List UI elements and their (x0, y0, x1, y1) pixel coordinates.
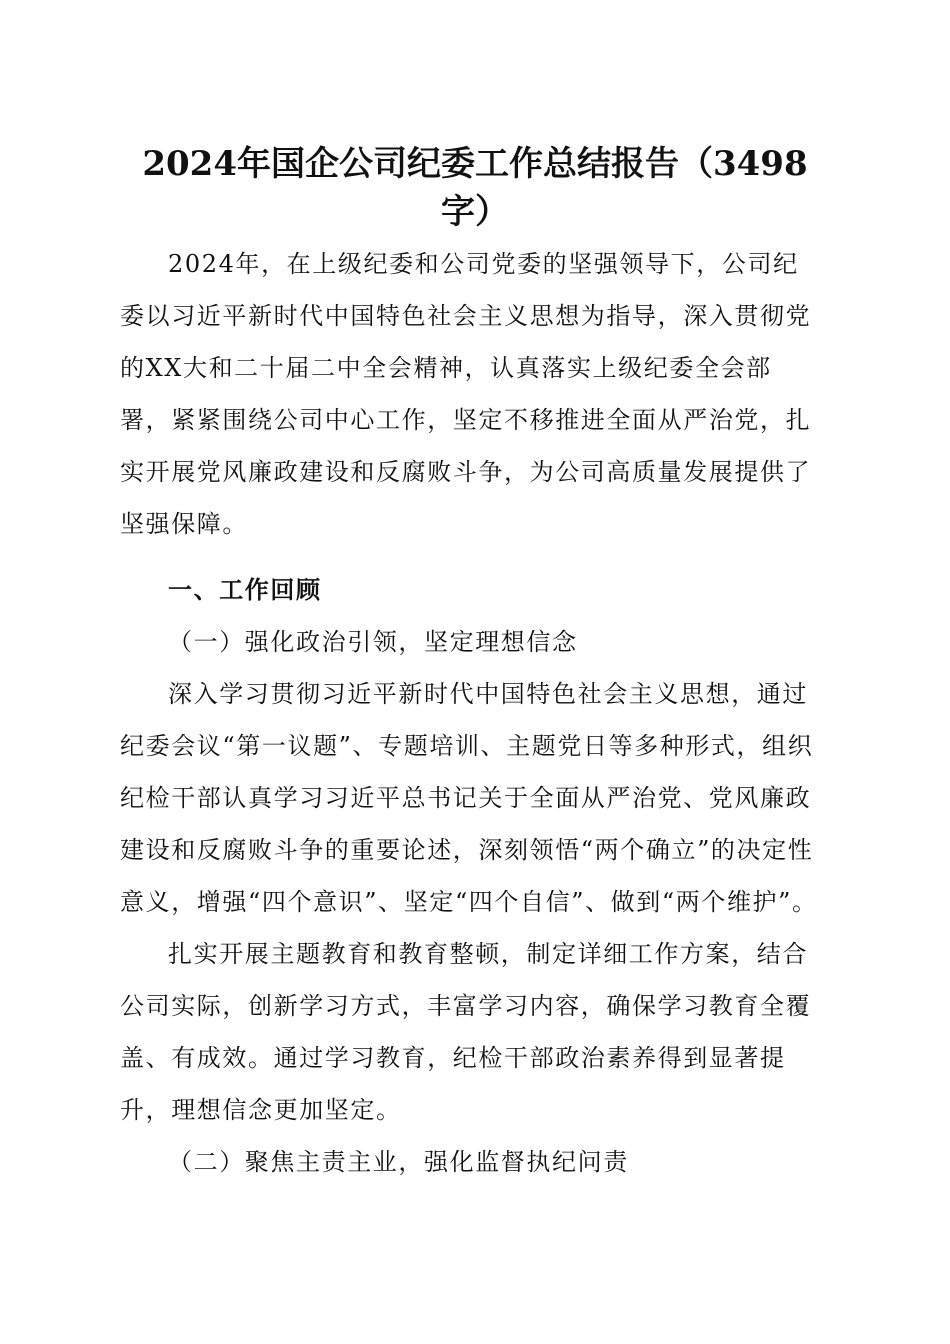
body-paragraph: 扎实开展主题教育和教育整顿，制定详细工作方案，结合公司实际，创新学习方式，丰富学习内容，确保学习教育全覆盖、有成效。通过学习教育，纪检干部政治素养得到显著提升，理想信念更加坚定。 (120, 940, 812, 1124)
subsection-heading-2: （二）聚焦主责主业，强化监督执纪问责 (168, 1148, 629, 1176)
body-paragraph: 深入学习贯彻习近平新时代中国特色社会主义思想，通过纪委会议“第一议题”、专题培训、主题党日等多种形式，组织纪检干部认真学习习近平总书记关于全面从严治党、党风廉政建设和反腐败斗争的重要论述，深刻领悟“两个确立”的决定性意义，增强“四个意识”、坚定“四个自信”、做到“两个维护”。 (120, 680, 818, 916)
document-title: 2024年国企公司纪委工作总结报告（3498字） (142, 144, 808, 232)
subsection-heading-1: （一）强化政治引领，坚定理想信念 (168, 628, 578, 656)
document-body (120, 238, 820, 1188)
intro-paragraph: 2024年，在上级纪委和公司党委的坚强领导下，公司纪委以习近平新时代中国特色社会主义思想为指导，深入贯彻党的XX大和二十届二中全会精神，认真落实上级纪委全会部署，紧紧围绕公司中心工作，坚定不移推进全面从严治党，扎实开展党风廉政建设和反腐败斗争，为公司高质量发展提供了坚强保障。 (120, 250, 812, 538)
section-heading-1: 一、工作回顾 (168, 576, 322, 604)
